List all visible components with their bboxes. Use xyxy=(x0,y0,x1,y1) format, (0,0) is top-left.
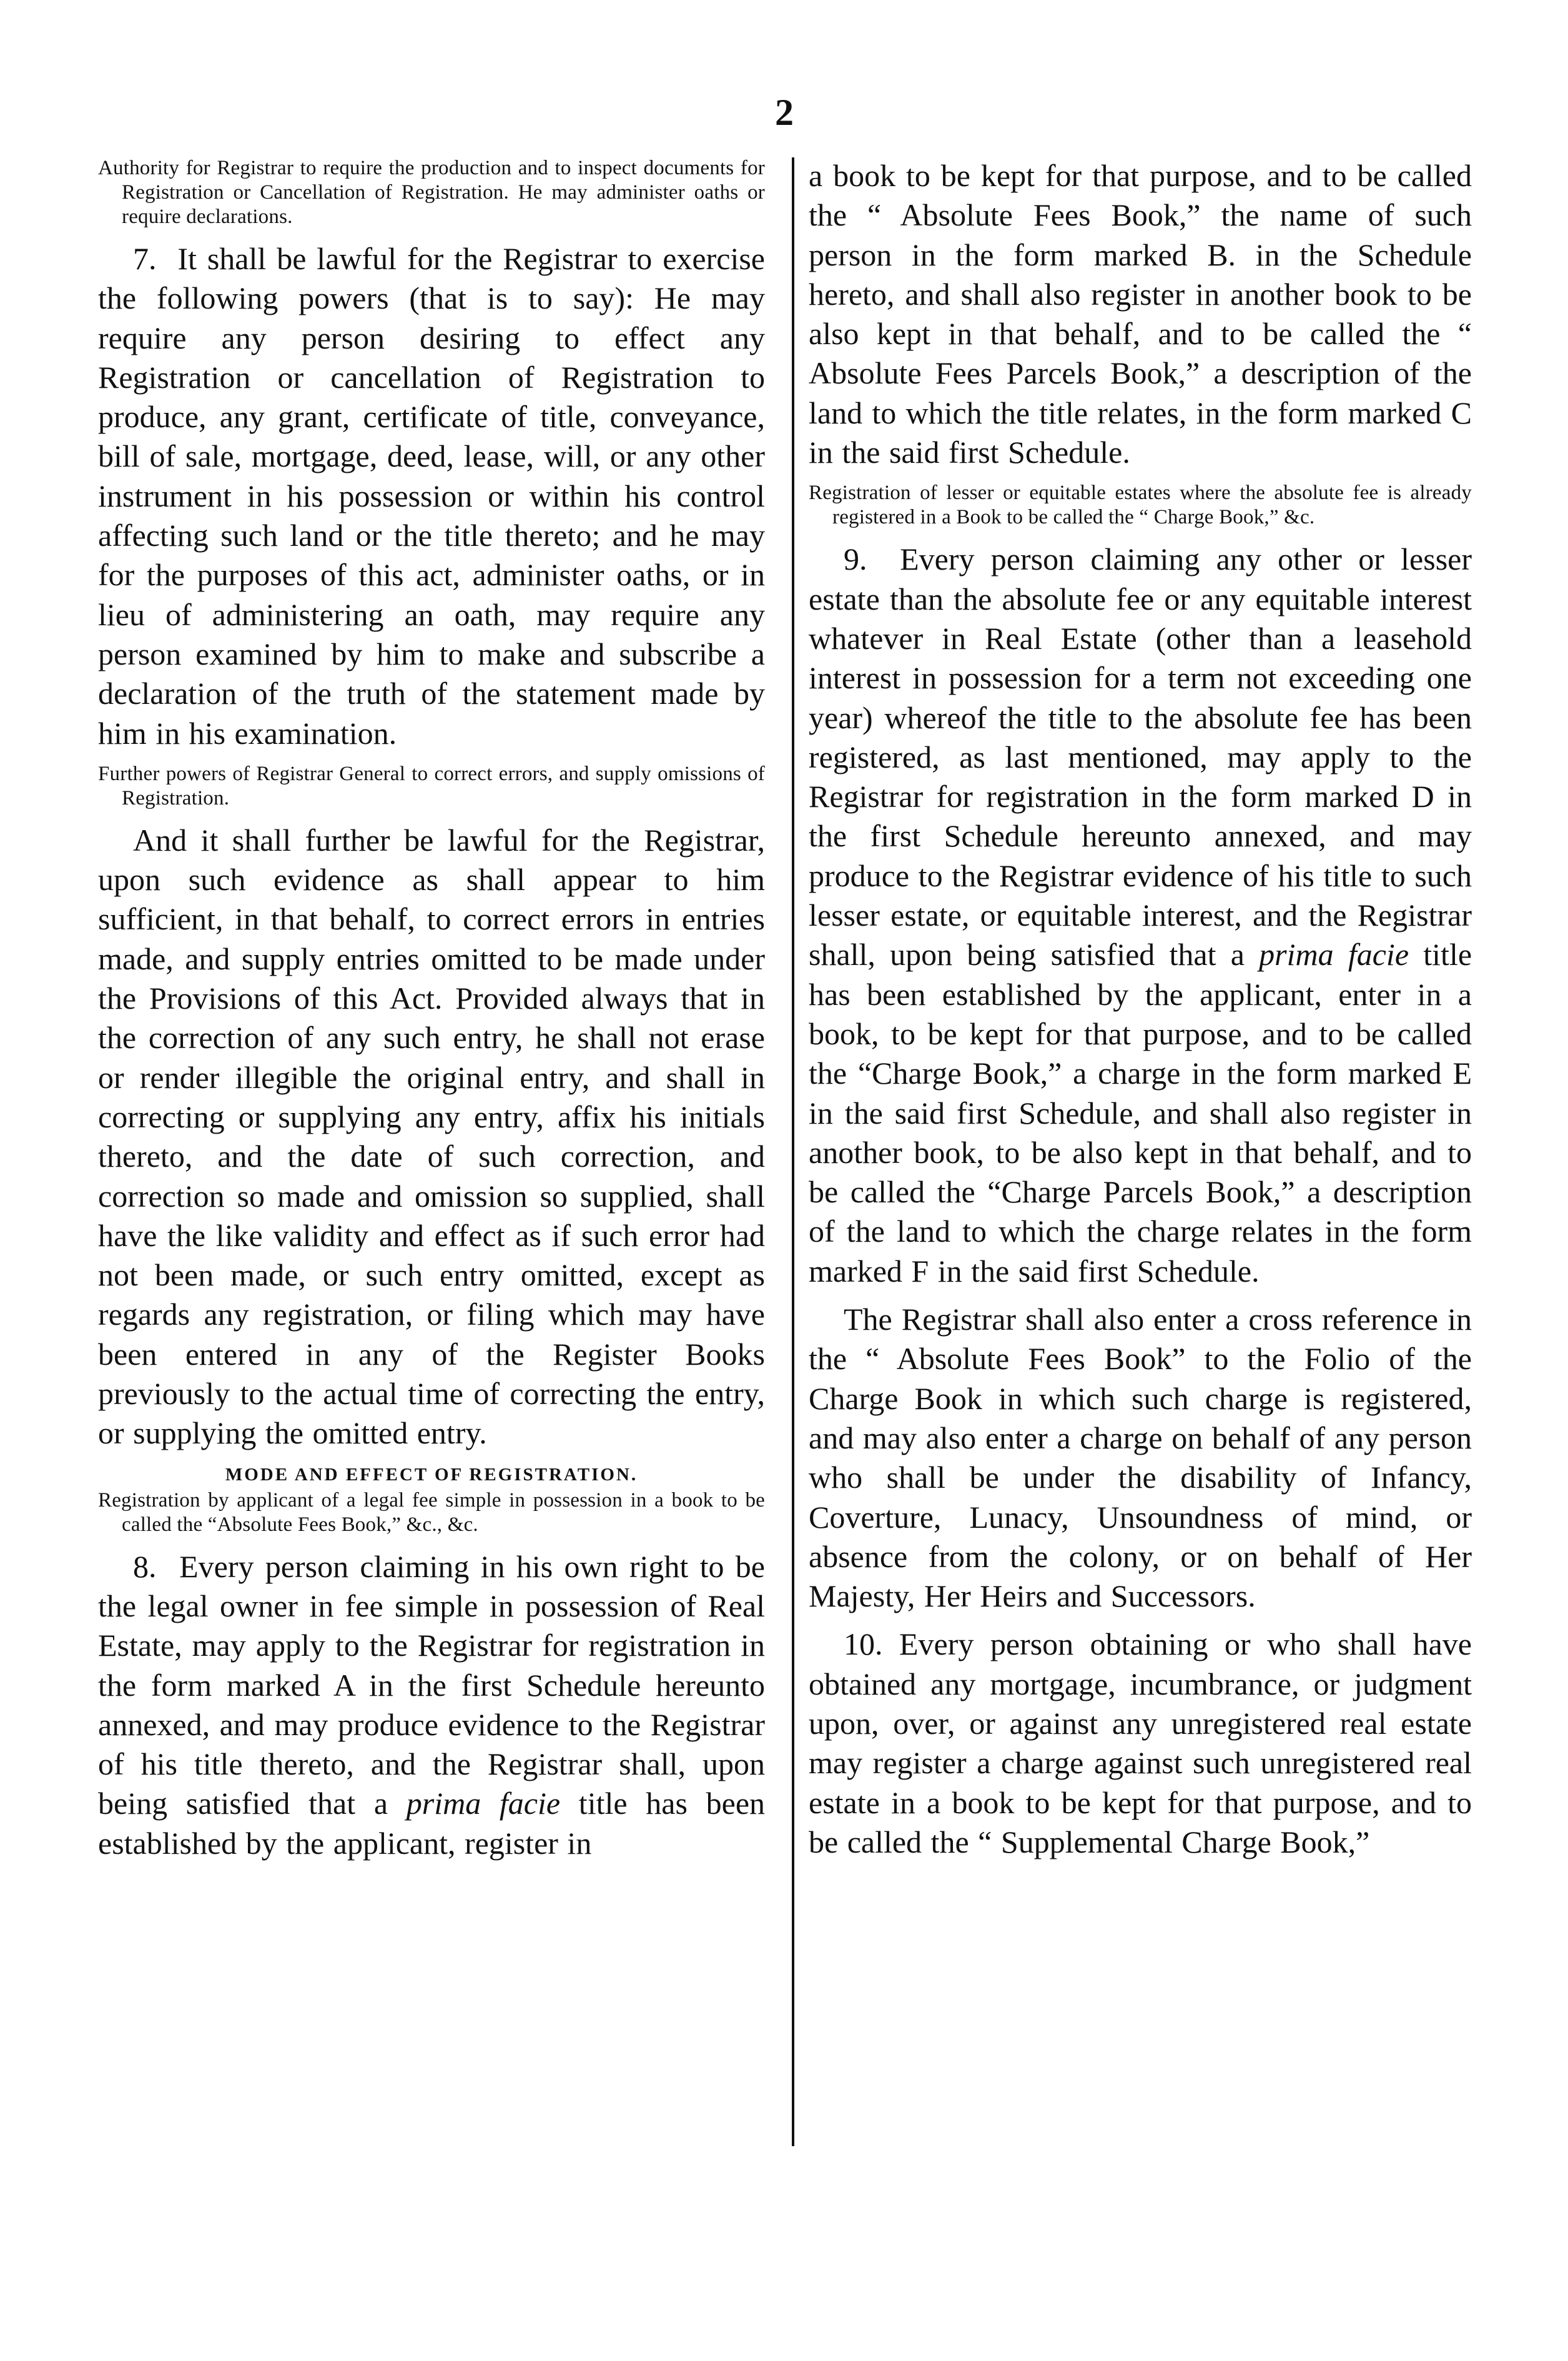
section-8-italic: prima facie xyxy=(406,1786,561,1821)
margin-note-authority: Authority for Registrar to require the production and to inspect documents for Registration or Cancellation of Registration. He may administer oaths or require declarations. xyxy=(98,157,765,228)
margin-note-further-powers: Further powers of Registrar General to correct errors, and supply omissions of Registration. xyxy=(98,762,765,809)
section-9-paragraph xyxy=(809,540,1472,1291)
section-10-number: 10. xyxy=(844,1626,883,1662)
section-8-text-start: Every person claiming in his own right to be the legal owner in fee simple in possession of Real Estate, may apply to the Registrar for registration in the form marked A in the first Schedule hereunto annexed, and may produce evidence to the Registrar of his title thereto, and the Registrar shall, upon being satisfied that a xyxy=(98,1548,766,1821)
section-heading: MODE AND EFFECT OF REGISTRATION. xyxy=(225,1464,638,1485)
section-8-continued-paragraph: a book to be kept for that purpose, and to be called the “ Absolute Fees Book,” the name of such person in the form marked B. in the Schedule hereto, and shall also register in another book to be also kept in that behalf, and to be called the “ Absolute Fees Parcels Book,” a description of the land to which the title relates, in the form marked C in the said first Schedule. xyxy=(809,158,1472,470)
left-column xyxy=(98,156,765,1872)
section-10-paragraph xyxy=(809,1625,1472,1862)
section-7-text: It shall be lawful for the Registrar to exercise the following powers (that is to say): He may require any person desiring to effect any Registration or cancellation of Registration to produce, any grant, certificate of title, conveyance, bill of sale, mortgage, deed, lease, will, or any other instrument in his possession or within his control affecting such land or the title thereto; and he may for the purposes of this act, administer oaths, or in lieu of administering an oath, may require any person examined by him to make and subscribe a declaration of the truth of the statement made by him in his examination. xyxy=(98,241,765,751)
section-8-text-end: title has been established by the applicant, register in xyxy=(98,1786,766,1861)
section-9-text-end: title has been established by the applicant, enter in a book, to be kept for that purpose, and to be called the “Charge Book,” a charge in the form marked E in the said first Schedule, and shall also register in another book, to be also kept in that behalf, and to be called the “Charge Parcels Book,” a description of the land to which the charge relates in the form marked F in the said first Schedule. xyxy=(809,937,1472,1289)
margin-note-lesser-estates: Registration of lesser or equitable estates where the absolute fee is already registered in a Book to be called the “ Charge Book,” &c. xyxy=(809,482,1472,529)
section-8-number: 8. xyxy=(133,1548,157,1584)
cross-reference-paragraph: The Registrar shall also enter a cross reference in the “ Absolute Fees Book” to the Folio of the Charge Book in which such charge is registered, and may also enter a charge on behalf of any person who shall be under the disability of Infancy, Coverture, Lunacy, Unsoundness of mind, or absence from the colony, or on behalf of Her Majesty, Her Heirs and Successors. xyxy=(809,1302,1472,1614)
section-8-paragraph xyxy=(98,1547,765,1863)
page-number: 2 xyxy=(775,92,794,133)
section-9-italic: prima facie xyxy=(1259,937,1409,973)
further-powers-paragraph: And it shall further be lawful for the Registrar, upon such evidence as shall appear to him sufficient, in that behalf, to correct errors in entries made, and supply entries omitted to be made under the Provisions of this Act. Provided always that in the correction of any such entry, he shall not erase or render illegible the original entry, and shall in correcting or supplying any entry, affix his initials thereto, and the date of such correction, and correction so made and omission so supplied, shall have the like validity and effect as if such error had not been made, or such entry omitted, except as regards any registration, or filing which may have been entered in any of the Register Books previously to the actual time of correcting the entry, or supplying the omitted entry. xyxy=(98,822,765,1451)
margin-note-registration-applicant: Registration by applicant of a legal fee simple in possession in a book to be called the “Absolute Fees Book,” &c., &c. xyxy=(98,1488,765,1536)
section-10-text: Every person obtaining or who shall have obtained any mortgage, incumbrance, or judgment upon, over, or against any unregistered real estate may register a charge against such unregistered real estate in a book to be kept for that purpose, and to be called the “ Supplemental Charge Book,” xyxy=(809,1626,1472,1859)
right-column xyxy=(809,156,1472,1871)
section-7-number: 7. xyxy=(133,241,157,276)
section-9-number: 9. xyxy=(844,542,867,577)
section-7-paragraph xyxy=(98,239,765,753)
section-9-text-start: Every person claiming any other or lesser estate than the absolute fee or any equitable interest whatever in Real Estate (other than a leasehold interest in possession for a term not exceeding one year) whereof the title to the absolute fee has been registered, as last mentioned, may apply to the Registrar for registration in the form marked D in the first Schedule hereunto annexed, and may produce to the Registrar evidence of his title to such lesser estate, or equitable interest, and the Registrar shall, upon being satisfied that a xyxy=(809,542,1472,973)
column-divider xyxy=(792,157,794,2146)
